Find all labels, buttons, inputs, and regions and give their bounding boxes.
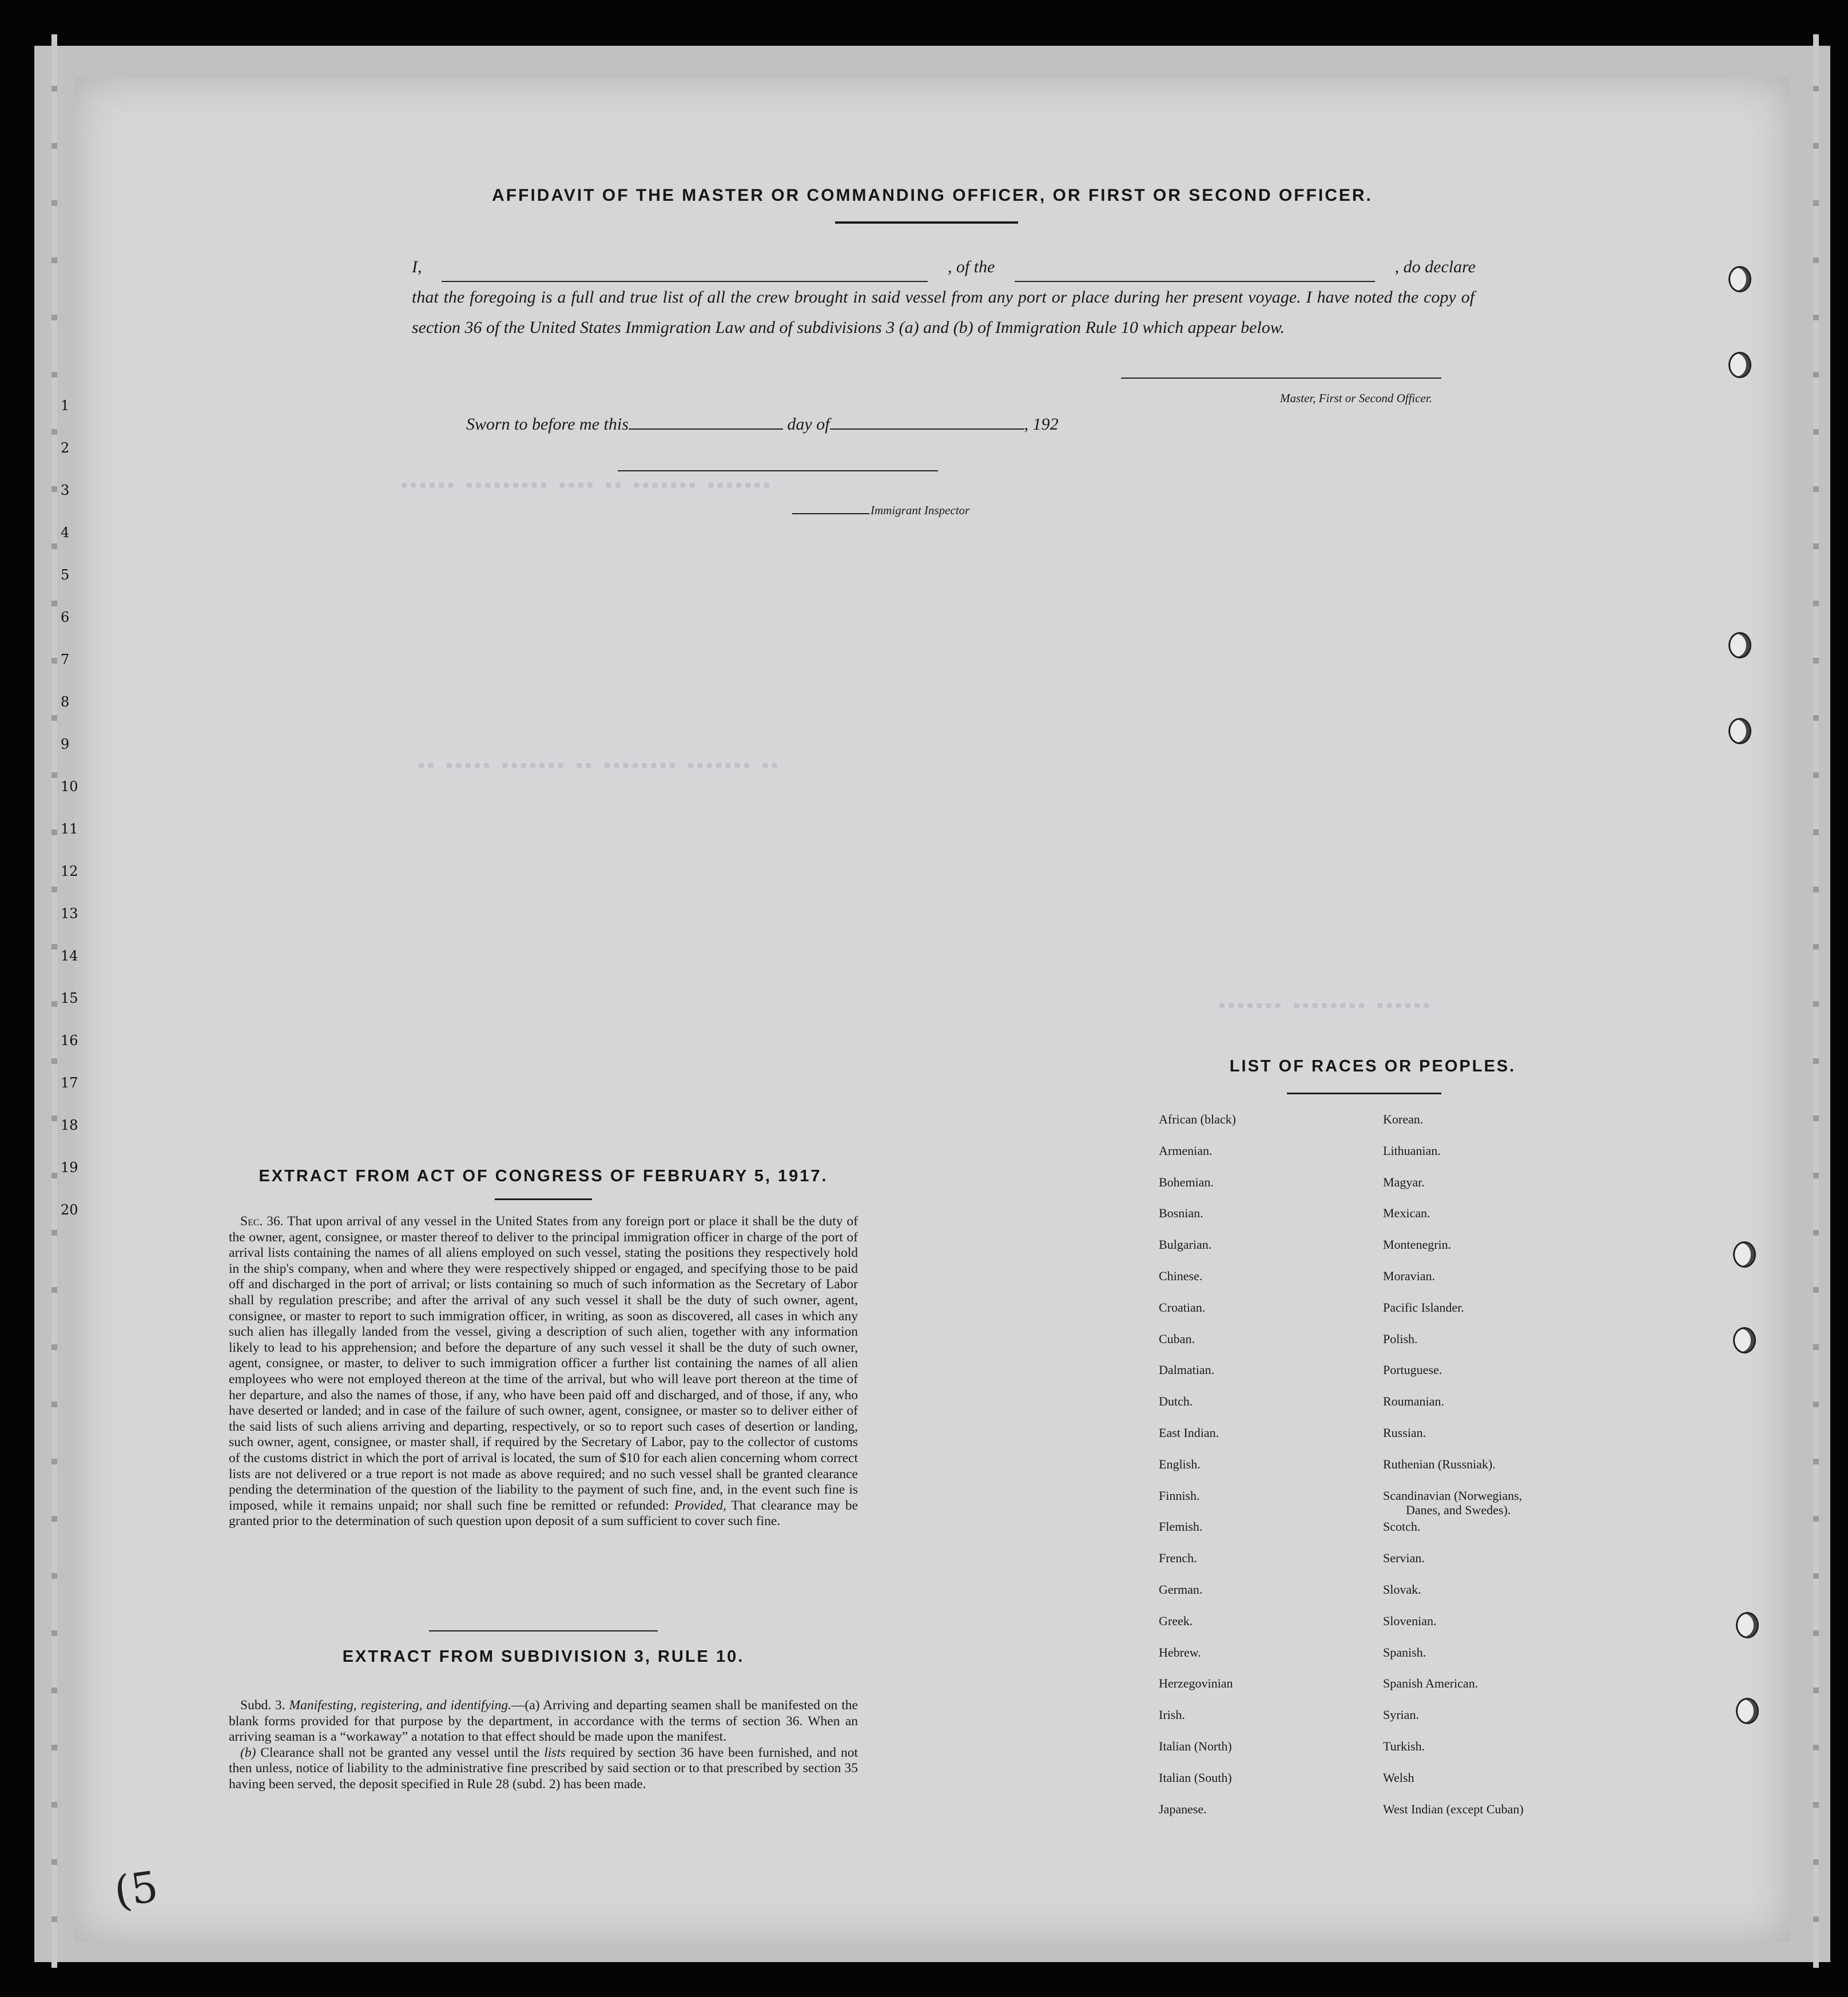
race-row <box>1159 1206 1582 1237</box>
race-name-right <box>1383 1770 1582 1802</box>
name-blank <box>442 258 928 282</box>
punch-hole <box>1728 632 1751 658</box>
race-name-right <box>1383 1519 1582 1551</box>
margin-line-number: 20 <box>61 1202 78 1218</box>
margin-line-number: 3 <box>61 482 70 498</box>
races-title-rule <box>1287 1093 1441 1094</box>
race-name-left: French. <box>1159 1551 1197 1566</box>
declaration-line <box>412 252 1476 282</box>
race-name-right <box>1383 1269 1582 1300</box>
race-name-left: Italian (South) <box>1159 1770 1232 1785</box>
day-of-label: day of <box>787 415 830 434</box>
margin-line-number: 15 <box>61 990 78 1006</box>
signature-line <box>1121 378 1441 379</box>
subd-a <box>229 1698 858 1745</box>
page-edge-right <box>1813 34 1819 1968</box>
race-name-left: Japanese. <box>1159 1801 1207 1816</box>
race-name-right <box>1383 1206 1582 1237</box>
race-row <box>1159 1112 1582 1144</box>
affidavit-title: AFFIDAVIT OF THE MASTER OR COMMANDING OFFICER, OR FIRST OR SECOND OFFICER. <box>492 186 1373 205</box>
margin-line-number: 10 <box>61 779 78 795</box>
act-title-rule <box>495 1198 592 1200</box>
race-row <box>1159 1551 1582 1582</box>
race-name-left: African (black) <box>1159 1112 1236 1126</box>
race-name-left: Hebrew. <box>1159 1645 1201 1659</box>
margin-line-number: 1 <box>61 398 70 414</box>
race-name-left: Irish. <box>1159 1708 1185 1722</box>
race-name-left: Chinese. <box>1159 1268 1203 1283</box>
race-name-right <box>1383 1739 1582 1770</box>
rule-title: EXTRACT FROM SUBDIVISION 3, RULE 10. <box>342 1647 745 1666</box>
race-row <box>1159 1582 1582 1614</box>
margin-line-number: 6 <box>61 609 70 625</box>
race-row <box>1159 1144 1582 1175</box>
race-row <box>1159 1363 1582 1394</box>
race-row <box>1159 1332 1582 1363</box>
margin-line-number: 5 <box>61 567 70 583</box>
section-label: Sec. 36. <box>240 1214 284 1229</box>
affidavit-statement: that the foregoing is a full and true list of all the crew brought in said vessel from any port or place during her present voyage. I have noted the copy of section 36 of the United States Immigration Law and of subdivisions 3 (a) and (b) of Immigration Rule 10 which appear below. <box>412 288 1475 337</box>
i-label: I, <box>412 257 422 276</box>
subd-label: Subd. 3. <box>240 1698 285 1713</box>
a-label: —(a) <box>511 1698 540 1713</box>
race-row <box>1159 1488 1582 1520</box>
bleed-through-text: ▪▪▪▪▪▪ ▪▪▪▪▪▪▪▪▪ ▪▪▪▪ ▪▪ ▪▪▪▪▪▪▪ ▪▪▪▪▪▪▪ <box>400 478 772 492</box>
race-row <box>1159 1175 1582 1206</box>
b-label: (b) <box>240 1745 256 1760</box>
race-name-left: Armenian. <box>1159 1143 1213 1158</box>
race-row <box>1159 1708 1582 1739</box>
race-name-right-line: Spanish. <box>1383 1645 1426 1659</box>
race-name-right <box>1383 1144 1582 1175</box>
race-name-left: Bohemian. <box>1159 1174 1214 1189</box>
section-text: That upon arrival of any vessel in the United States from any foreign port or place it shall be the duty of the owner, agent, consignee, or master thereof to deliver to the principal immigration officer in charge of the port of arrival lists containing the names of all aliens employed on such vessel, stating the positions they respectively hold in the ship's company, when and where they were respectively shipped or engaged, and specifying those to be paid off and discharged in the port of arrival; or lists containing so much of such information as the Secretary of Labor shall by regulation prescribe; and after the arrival of any such vessel it shall be the duty of such owner, agent, consignee, or master to report to such immigration officer, in writing, as soon as discovered, all cases in which any such alien has illegally landed from the vessel, giving a description of such alien, together with any information likely to lead to his apprehension; and before the departure of any such vessel it shall be the duty of such owner, agent, consignee, or master, to deliver to such immigration officer a further list containing the names of all alien employees who were not employed thereon at the time of the arrival, but who will leave port thereon at the time of her departure, and also the names of those, if any, who have been paid off and discharged, and of those, if any, who have deserted or landed; and in case of the failure of such owner, agent, consignee, or master so to deliver either of the said lists of such aliens arriving and departing, respectively, or so to report such cases of desertion or landing, such owner, agent, consignee, or master shall, if required by the Secretary of Labor, pay to the collector of customs of the customs district in which the port of arrival is located, the sum of $10 for each alien concerning whom correct lists are not delivered or a true report is not made as above required; and no such vessel shall be granted clearance pending the determination of the question of the liability to the payment of such fine, and, in the event such fine is imposed, while it remains unpaid; nor shall such fine be remitted or refunded: <box>229 1214 859 1513</box>
race-name-right-line: Scotch. <box>1383 1519 1421 1534</box>
race-name-right <box>1383 1802 1582 1833</box>
race-name-right-line: Korean. <box>1383 1112 1424 1126</box>
race-name-right-line: Scandinavian (Norwegians, <box>1383 1488 1523 1503</box>
race-name-right <box>1383 1551 1582 1582</box>
margin-line-number: 4 <box>61 525 70 541</box>
race-name-right-line: Lithuanian. <box>1383 1143 1441 1158</box>
race-name-right <box>1383 1676 1582 1708</box>
race-row <box>1159 1237 1582 1269</box>
race-name-left: Bulgarian. <box>1159 1237 1212 1252</box>
subd-a-text: Arriving and departing seamen shall be manifested on the blank forms provided for that purpose by the department, in accordance with the terms of section 36. When an arriving seaman is a “workaway” a notation to that effect should be made upon the manifest. <box>229 1698 858 1745</box>
race-name-left: East Indian. <box>1159 1425 1219 1440</box>
race-row <box>1159 1426 1582 1457</box>
margin-line-number: 9 <box>61 736 70 752</box>
punch-hole <box>1728 352 1751 378</box>
race-row <box>1159 1676 1582 1708</box>
sworn-day-blank <box>629 415 783 430</box>
race-name-right-line: Welsh <box>1383 1770 1414 1785</box>
margin-line-number: 16 <box>61 1033 78 1049</box>
affidavit-body <box>412 252 1476 343</box>
race-name-right-line: Moravian. <box>1383 1268 1436 1283</box>
handwritten-note: (5 <box>111 1862 161 1917</box>
race-name-right-line: Mexican. <box>1383 1206 1430 1221</box>
race-name-right <box>1383 1394 1582 1426</box>
race-name-right-line: Slovenian. <box>1383 1613 1437 1628</box>
race-name-right <box>1383 1332 1582 1363</box>
title-underline <box>835 221 1018 224</box>
sworn-line <box>466 415 1059 434</box>
proviso-word: Provided, <box>674 1498 726 1513</box>
race-name-right <box>1383 1237 1582 1269</box>
race-name-right-line: Spanish American. <box>1383 1676 1479 1691</box>
race-name-right <box>1383 1614 1582 1645</box>
race-name-right <box>1383 1645 1582 1677</box>
race-name-left: Dalmatian. <box>1159 1363 1215 1377</box>
race-name-right-line: Portuguese. <box>1383 1363 1442 1377</box>
race-row <box>1159 1739 1582 1770</box>
race-row <box>1159 1802 1582 1833</box>
race-name-left: English. <box>1159 1456 1201 1471</box>
punch-hole <box>1736 1612 1759 1638</box>
race-name-right <box>1383 1112 1582 1144</box>
inspector-caption-rule <box>792 513 869 514</box>
section-36-text <box>229 1214 858 1530</box>
race-row <box>1159 1300 1582 1332</box>
do-declare-label: , do declare <box>1394 257 1476 276</box>
race-name-right-line: Magyar. <box>1383 1174 1425 1189</box>
year-label: , 192 <box>1024 415 1059 434</box>
lists-word: lists <box>544 1745 566 1760</box>
race-name-left: Dutch. <box>1159 1394 1193 1409</box>
margin-line-number: 19 <box>61 1160 78 1176</box>
race-name-left: Flemish. <box>1159 1519 1203 1534</box>
race-row <box>1159 1645 1582 1677</box>
act-end-rule <box>429 1630 658 1631</box>
race-name-left: Bosnian. <box>1159 1206 1203 1221</box>
race-row <box>1159 1457 1582 1488</box>
race-name-right-line: Syrian. <box>1383 1708 1419 1722</box>
race-name-right <box>1383 1426 1582 1457</box>
race-row <box>1159 1614 1582 1645</box>
margin-line-number: 14 <box>61 948 78 964</box>
race-name-left: German. <box>1159 1582 1203 1597</box>
race-name-right-line: Pacific Islander. <box>1383 1300 1464 1315</box>
race-name-right <box>1383 1457 1582 1488</box>
margin-line-number: 12 <box>61 863 78 879</box>
race-name-right-line: Ruthenian (Russniak). <box>1383 1456 1496 1471</box>
race-name-right-line: Roumanian. <box>1383 1394 1444 1409</box>
punch-hole <box>1733 1241 1756 1268</box>
race-name-left: Herzegovinian <box>1159 1676 1233 1691</box>
vessel-blank <box>1015 258 1375 282</box>
page-edge-left <box>51 34 57 1968</box>
act-title: EXTRACT FROM ACT OF CONGRESS OF FEBRUARY 5, 1917. <box>259 1167 828 1185</box>
inspector-caption: Immigrant Inspector <box>871 503 970 517</box>
race-name-left: Finnish. <box>1159 1488 1200 1503</box>
inspector-signature-line <box>618 470 938 471</box>
margin-line-number: 11 <box>61 821 78 837</box>
race-name-right-line: Montenegrin. <box>1383 1237 1452 1252</box>
signature-caption: Master, First or Second Officer. <box>1280 391 1432 405</box>
punch-hole <box>1736 1698 1759 1724</box>
subd-heading: Manifesting, registering, and identifying. <box>289 1698 512 1713</box>
punch-hole <box>1728 266 1751 292</box>
race-name-right-continuation: Danes, and Swedes). <box>1406 1502 1511 1517</box>
punch-hole <box>1733 1327 1756 1353</box>
margin-line-number: 7 <box>61 652 70 668</box>
race-name-right <box>1383 1582 1582 1614</box>
margin-line-number: 2 <box>61 440 70 456</box>
subd-b <box>229 1745 858 1793</box>
race-name-right <box>1383 1300 1582 1332</box>
race-name-right-line: Slovak. <box>1383 1582 1421 1597</box>
margin-line-number: 8 <box>61 694 70 710</box>
race-name-right-line: Russian. <box>1383 1425 1426 1440</box>
race-name-left: Cuban. <box>1159 1331 1195 1346</box>
race-row <box>1159 1770 1582 1802</box>
race-name-right <box>1383 1363 1582 1394</box>
races-title: LIST OF RACES OR PEOPLES. <box>1229 1057 1516 1075</box>
race-name-left: Greek. <box>1159 1613 1193 1628</box>
race-name-right <box>1383 1175 1582 1206</box>
subd-b-text-end: required by section 36 have been furnished, and not then unless, notice of liability to the administrative fine prescribed by said section or to that prescribed by section 35 having been served, the deposit specified in Rule 28 (subd. 2) has been made. <box>229 1745 858 1792</box>
race-name-right <box>1383 1488 1582 1520</box>
margin-line-number: 17 <box>61 1075 78 1091</box>
sworn-prefix: Sworn to before me this <box>466 415 629 434</box>
of-the-label: , of the <box>947 257 995 276</box>
race-row <box>1159 1269 1582 1300</box>
punch-hole <box>1728 718 1751 744</box>
race-name-right-line: Turkish. <box>1383 1738 1425 1753</box>
race-name-left: Italian (North) <box>1159 1738 1232 1753</box>
bleed-through-text: ▪▪▪▪▪▪▪ ▪▪▪▪▪▪▪▪ ▪▪▪▪▪▪ <box>1218 998 1432 1013</box>
margin-line-number: 13 <box>61 906 78 922</box>
section-text-end: That clearance may be granted prior to the determination of such question upon deposit of a sum sufficient to cover such fine. <box>229 1498 858 1529</box>
margin-line-number: 18 <box>61 1117 78 1133</box>
race-name-right-line: West Indian (except Cuban) <box>1383 1801 1524 1816</box>
race-row <box>1159 1519 1582 1551</box>
race-name-right-line: Servian. <box>1383 1551 1425 1566</box>
race-name-right <box>1383 1708 1582 1739</box>
race-row <box>1159 1394 1582 1426</box>
sworn-month-blank <box>830 415 1024 430</box>
race-name-right-line: Polish. <box>1383 1331 1418 1346</box>
bleed-through-text: ▪▪ ▪▪▪▪▪ ▪▪▪▪▪▪▪ ▪▪ ▪▪▪▪▪▪▪▪ ▪▪▪▪▪▪▪ ▪▪ <box>418 758 780 772</box>
subd-b-text: Clearance shall not be granted any vessel until the <box>260 1745 540 1760</box>
races-list <box>1159 1112 1582 1833</box>
race-name-left: Croatian. <box>1159 1300 1206 1315</box>
rule-10-text <box>229 1698 858 1793</box>
